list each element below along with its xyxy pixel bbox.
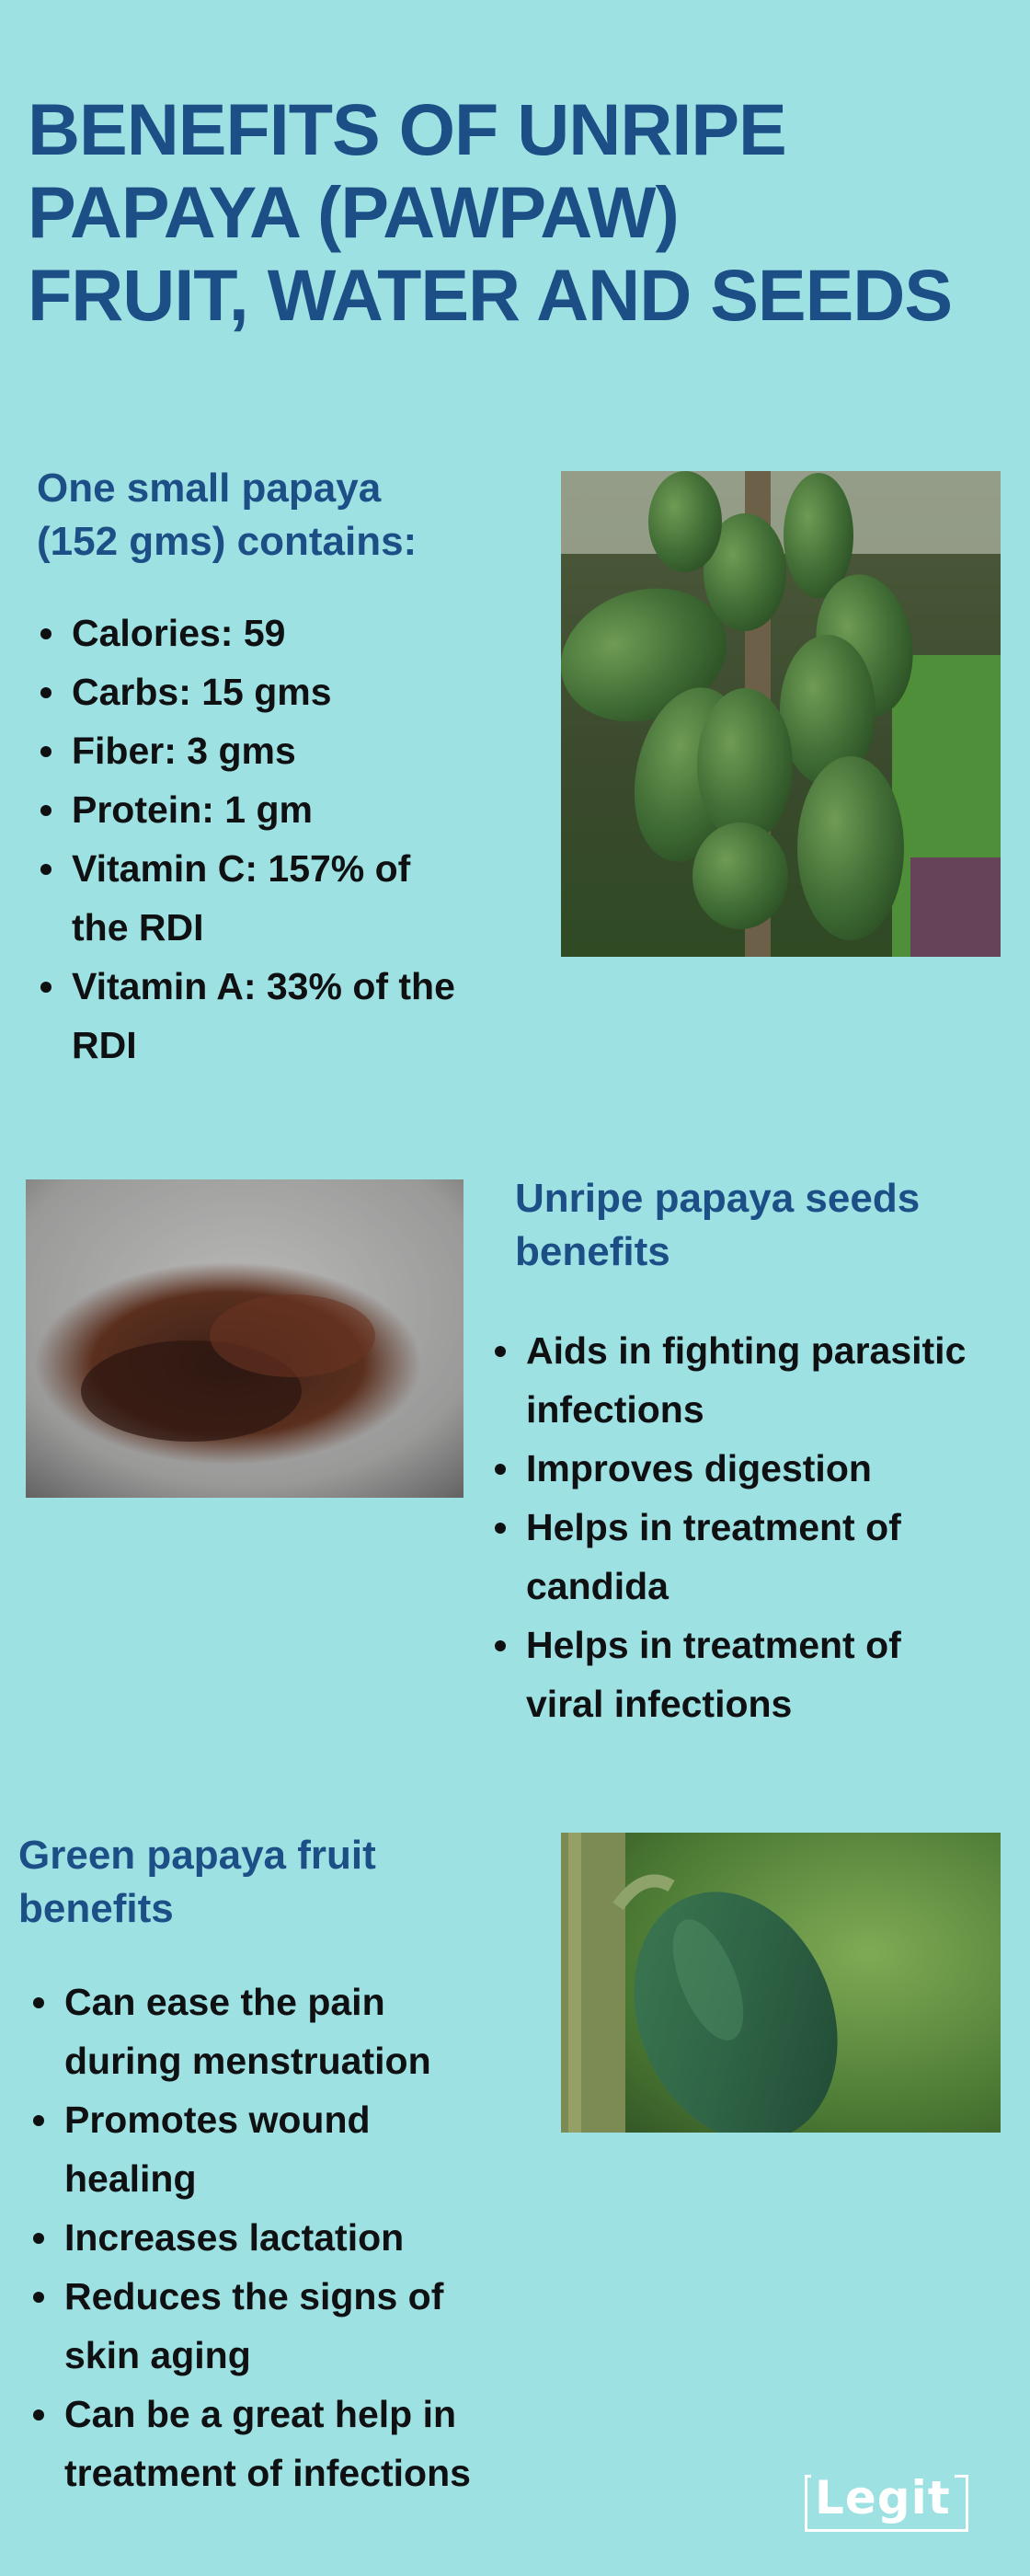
page-title-line: BENEFITS OF UNRIPE xyxy=(28,88,786,170)
nutrition-heading-line: One small papaya xyxy=(37,466,382,511)
nutrition-list xyxy=(37,604,455,1075)
page-title xyxy=(28,88,1002,337)
list-item: Improves digestion xyxy=(491,1439,966,1498)
list-item: Carbs: 15 gms xyxy=(37,662,455,721)
papaya-seeds-photo xyxy=(26,1179,464,1498)
page-title-line: FRUIT, WATER AND SEEDS xyxy=(28,254,953,336)
list-item: Helps in treatment of viral infections xyxy=(491,1616,966,1733)
fruit-heading xyxy=(18,1829,376,1936)
seeds-heading xyxy=(515,1172,920,1279)
papaya-tree-photo xyxy=(561,471,1001,957)
list-item: Increases lactation xyxy=(29,2208,471,2267)
nutrition-heading-line: (152 gms) contains: xyxy=(37,519,418,564)
list-item: Reduces the signs of skin aging xyxy=(29,2267,471,2385)
seeds-benefits-list xyxy=(491,1321,966,1733)
list-item: Vitamin A: 33% of the RDI xyxy=(37,957,455,1075)
list-item: Protein: 1 gm xyxy=(37,780,455,839)
list-item: Calories: 59 xyxy=(37,604,455,662)
page-title-line: PAPAYA (PAWPAW) xyxy=(28,171,679,253)
list-item: Helps in treatment of candida xyxy=(491,1498,966,1616)
legit-logo xyxy=(805,2471,968,2532)
list-item: Vitamin C: 157% of the RDI xyxy=(37,839,455,957)
list-item: Can be a great help in treatment of infections xyxy=(29,2385,471,2502)
green-papaya-photo xyxy=(561,1833,1001,2133)
fruit-heading-line: Green papaya fruit xyxy=(18,1833,376,1878)
list-item: Aids in fighting parasitic infections xyxy=(491,1321,966,1439)
list-item: Promotes wound healing xyxy=(29,2090,471,2208)
list-item: Fiber: 3 gms xyxy=(37,721,455,780)
seeds-heading-line: benefits xyxy=(515,1229,670,1274)
seeds-heading-line: Unripe papaya seeds xyxy=(515,1176,921,1221)
fruit-heading-line: benefits xyxy=(18,1886,174,1931)
legit-logo-text: Legit xyxy=(811,2470,955,2525)
list-item: Can ease the pain during menstruation xyxy=(29,1972,471,2090)
nutrition-heading xyxy=(37,462,417,569)
fruit-benefits-list xyxy=(29,1972,471,2502)
